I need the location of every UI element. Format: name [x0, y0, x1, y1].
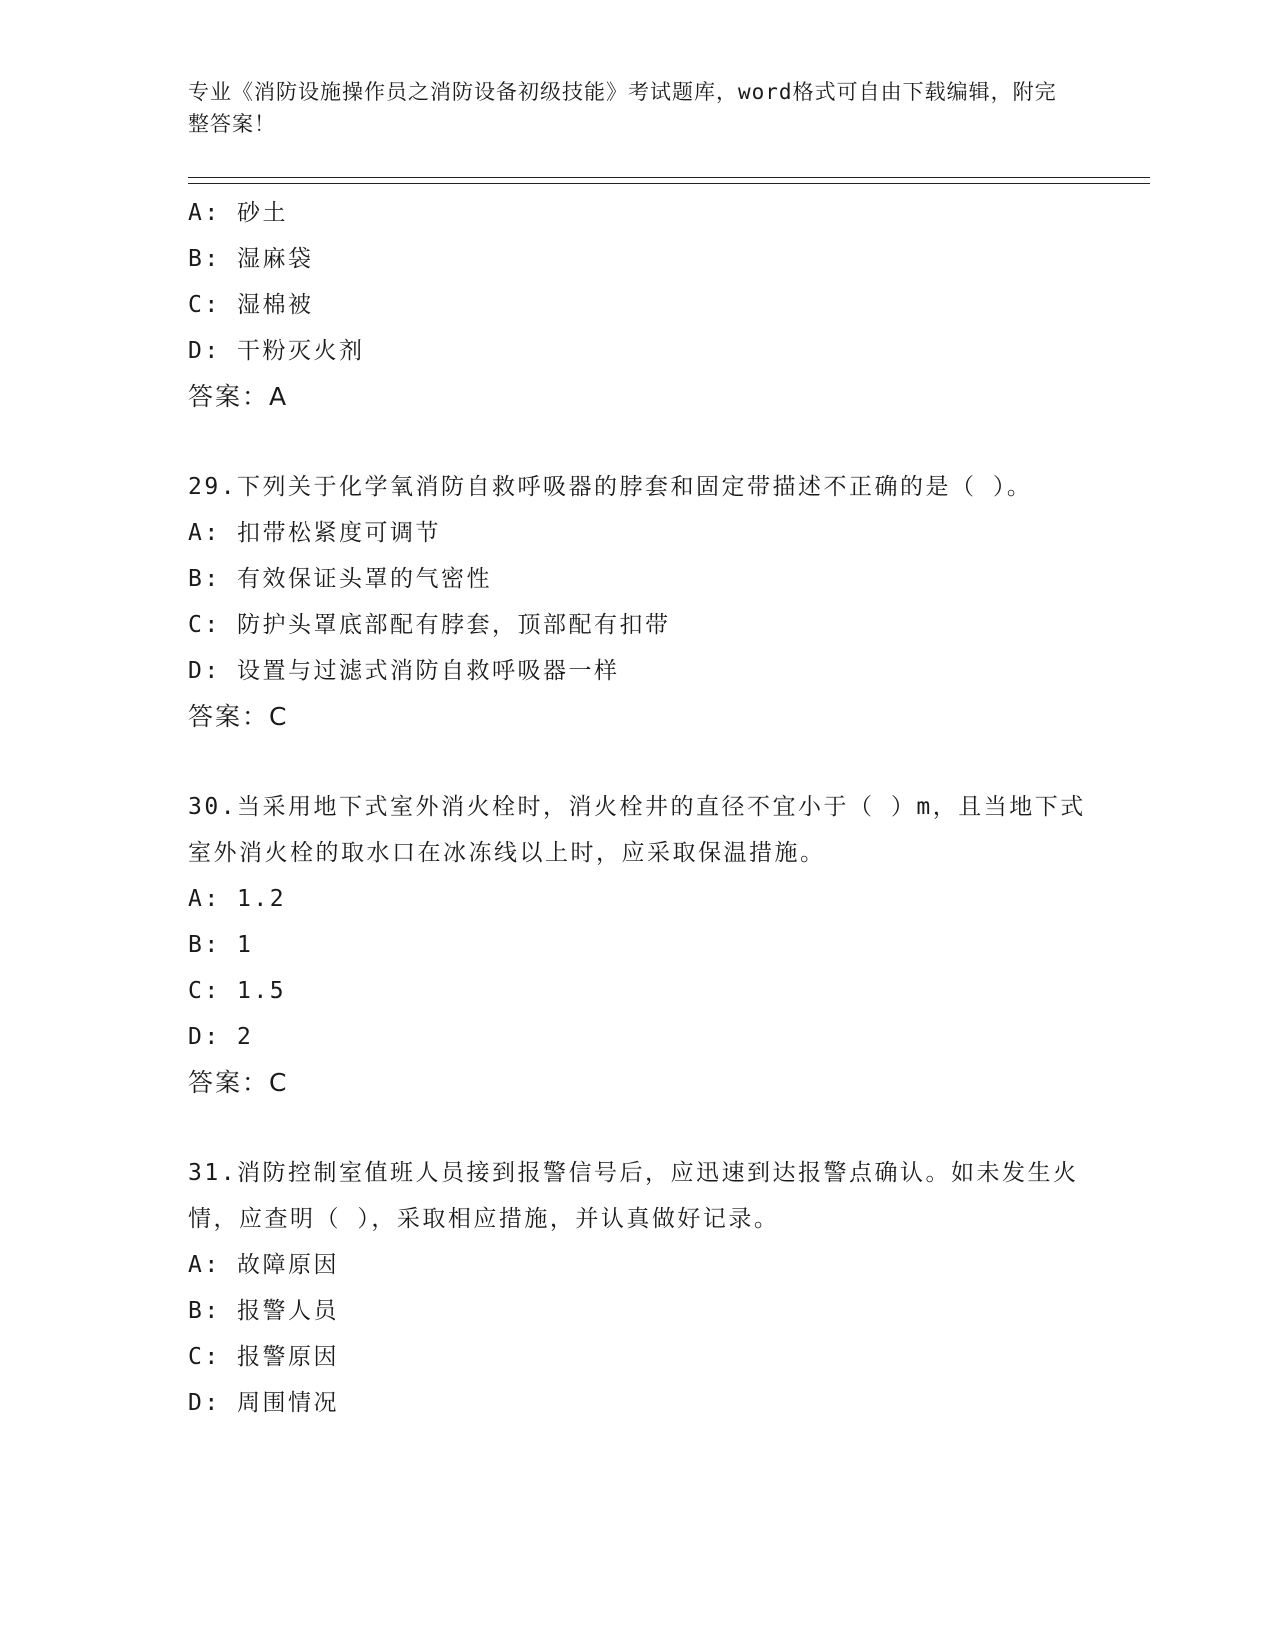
option-c: C: 报警原因 [188, 1344, 340, 1370]
question-stem: 31.消防控制室值班人员接到报警信号后，应迅速到达报警点确认。如未发生火情，应查明（ ），采取相应措施，并认真做好记录。 [188, 1160, 1079, 1232]
option-b: B: 报警人员 [188, 1298, 340, 1324]
question-list [188, 190, 1088, 1426]
question-stem: 30.当采用地下式室外消火栓时，消火栓井的直径不宜小于（ ）m，且当地下式室外消火栓的取水口在冰冻线以上时，应采取保温措施。 [188, 794, 1086, 866]
document-header: 专业《消防设施操作员之消防设备初级技能》考试题库，word格式可自由下载编辑，附完整答案！ [188, 80, 1057, 136]
option-a: A: 扣带松紧度可调节 [188, 520, 442, 546]
question-stem: 29.下列关于化学氧消防自救呼吸器的脖套和固定带描述不正确的是（ ）。 [188, 474, 1033, 500]
question-30 [188, 784, 1088, 1106]
question-29 [188, 464, 1088, 740]
option-c: C: 1.5 [188, 978, 287, 1004]
header-divider-double [188, 183, 1150, 184]
answer: 答案：C [188, 702, 289, 731]
option-a: A: 故障原因 [188, 1252, 340, 1278]
option-b: B: 湿麻袋 [188, 246, 314, 272]
option-a: A: 1.2 [188, 886, 287, 912]
answer: 答案：C [188, 1068, 289, 1097]
answer: 答案：A [188, 382, 289, 411]
question-31 [188, 1150, 1088, 1426]
option-d: D: 2 [188, 1024, 254, 1050]
option-d: D: 周围情况 [188, 1390, 340, 1416]
option-c: C: 湿棉被 [188, 292, 314, 318]
option-d: D: 设置与过滤式消防自救呼吸器一样 [188, 658, 620, 684]
option-c: C: 防护头罩底部配有脖套，顶部配有扣带 [188, 612, 671, 638]
previous-question-tail [188, 190, 1088, 420]
option-b: B: 有效保证头罩的气密性 [188, 566, 493, 592]
option-d: D: 干粉灭火剂 [188, 338, 365, 364]
option-b: B: 1 [188, 932, 254, 958]
option-a: A: 砂土 [188, 200, 289, 226]
header-divider [188, 177, 1150, 178]
